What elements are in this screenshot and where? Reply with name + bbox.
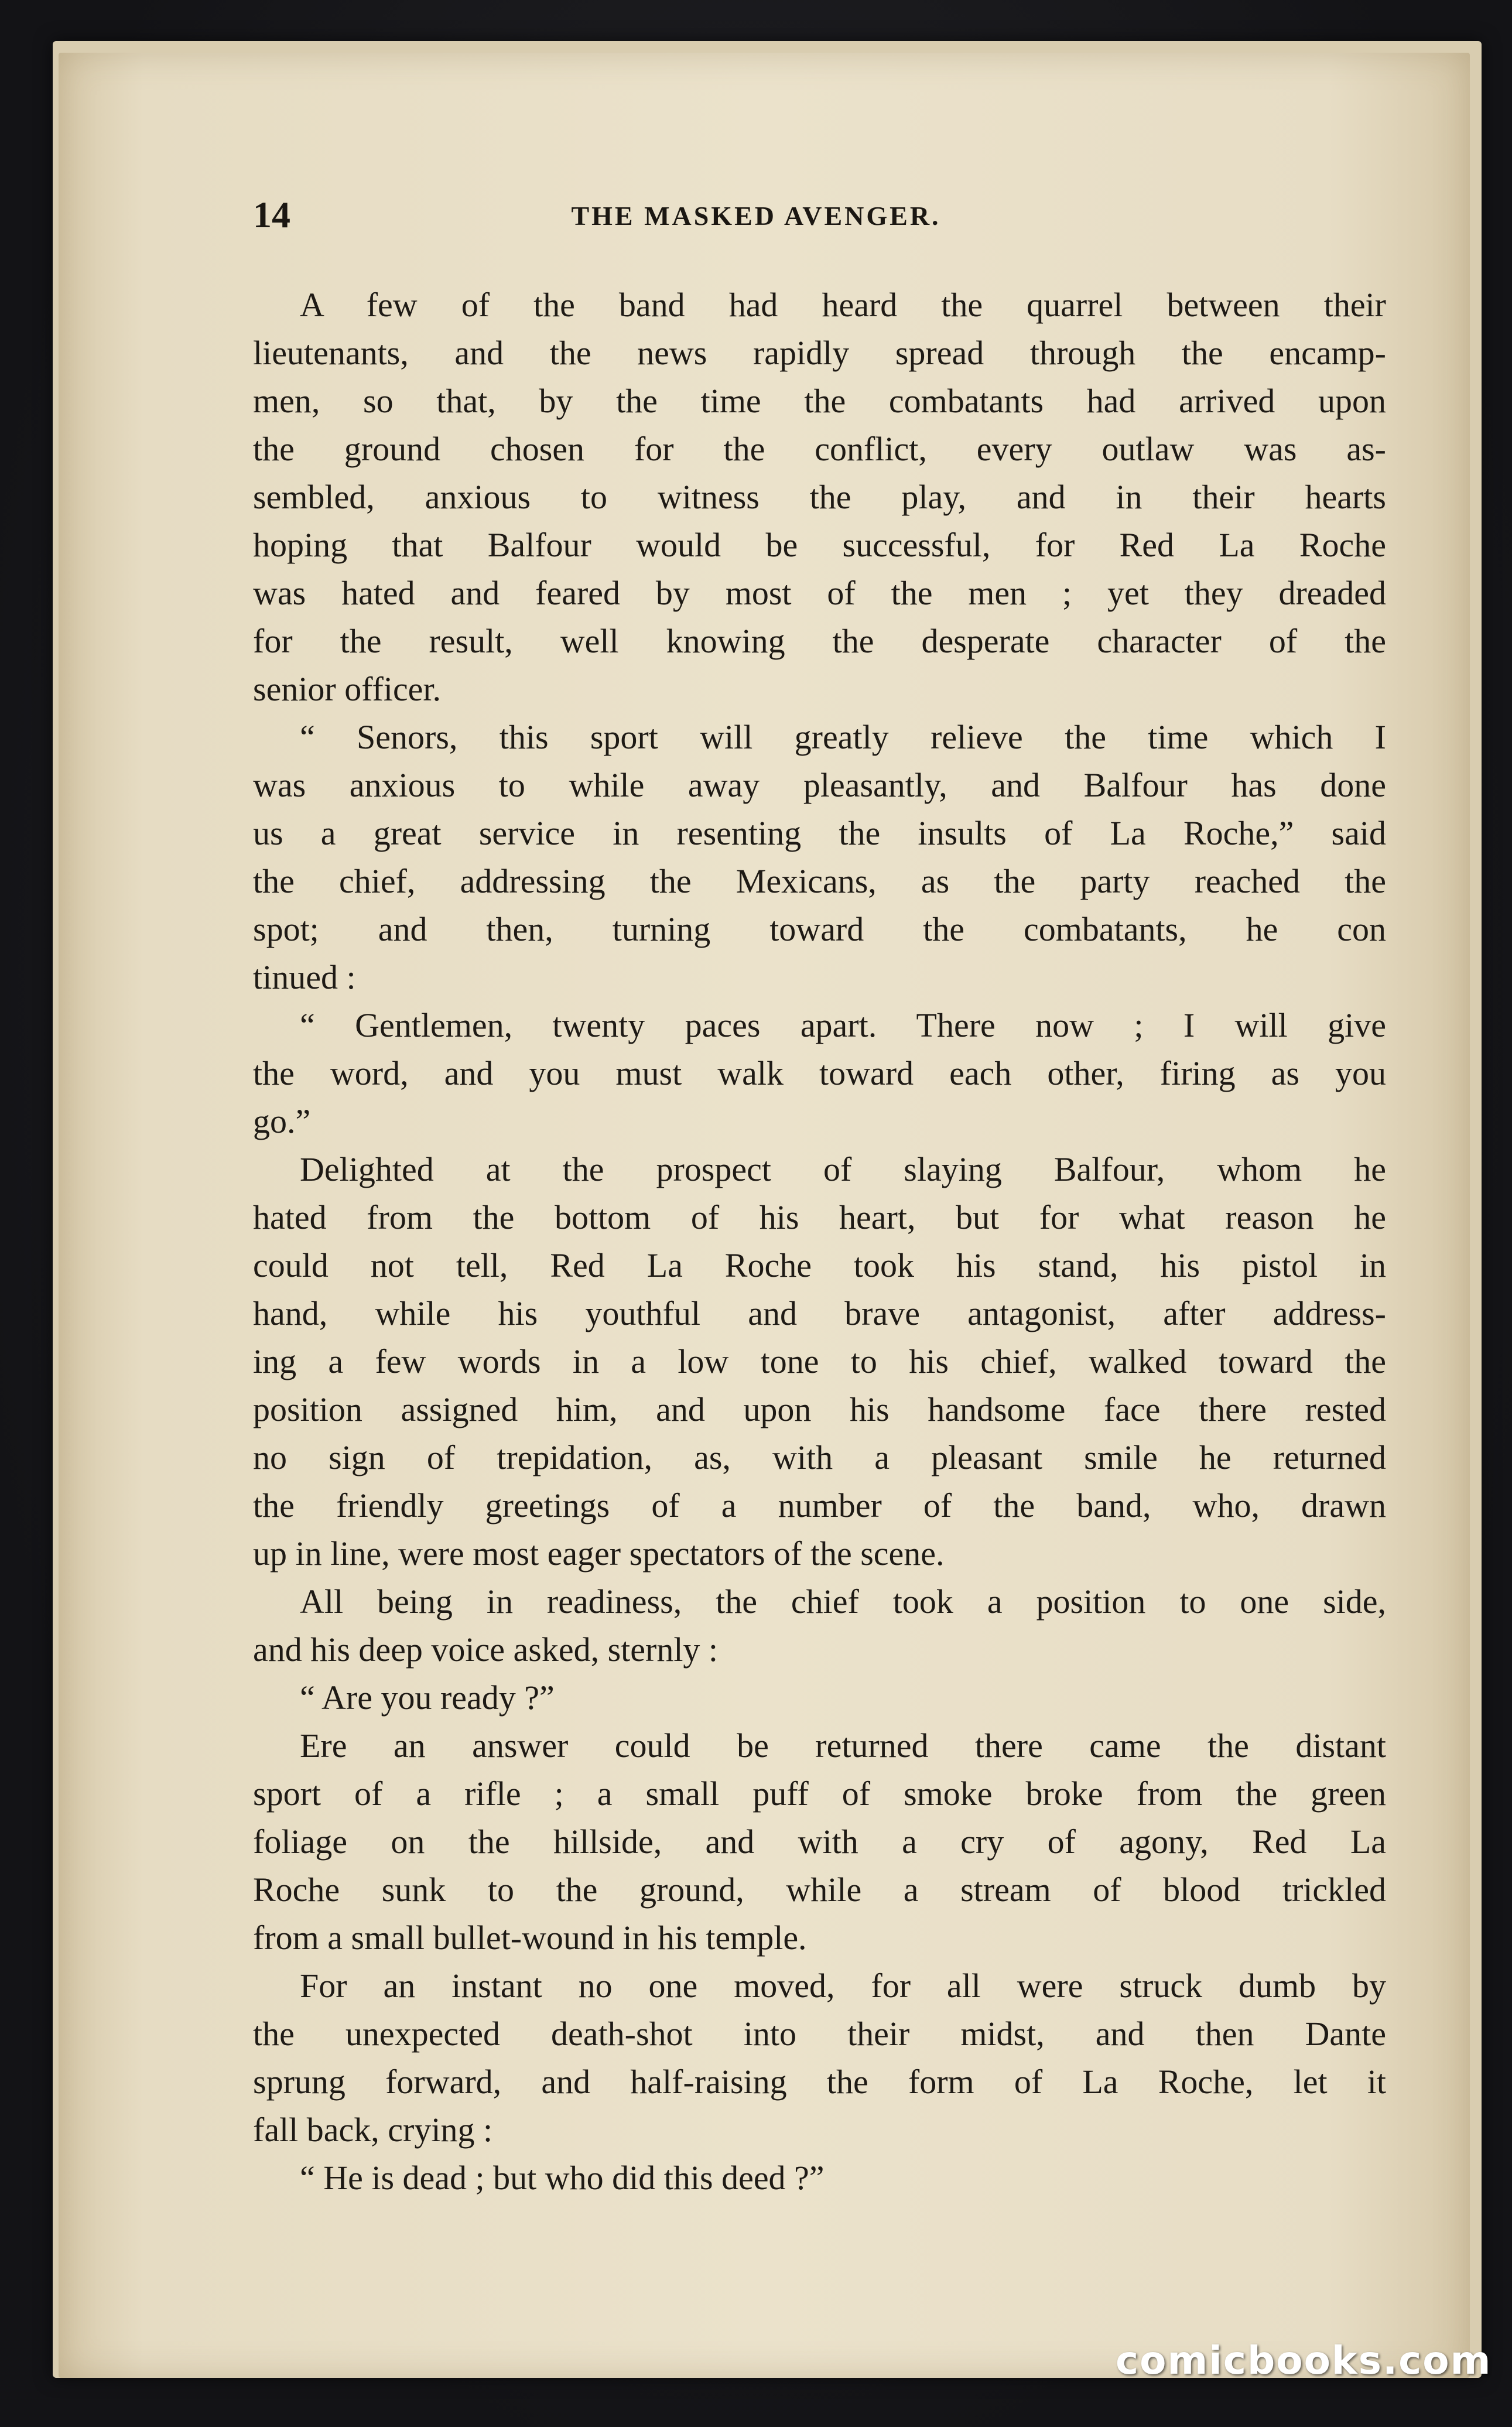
text-line: the ground chosen for the conflict, every outlaw was as- <box>253 430 1386 468</box>
text-line: hand, while his youthful and brave antagonist, after address- <box>253 1294 1386 1332</box>
text-line: the word, and you must walk toward each other, firing as you <box>253 1054 1386 1092</box>
text-line: the unexpected death-shot into their midst, and then Dante <box>253 2015 1386 2053</box>
text-line: foliage on the hillside, and with a cry of agony, Red La <box>253 1823 1386 1861</box>
text-line: A few of the band had heard the quarrel between their <box>300 286 1386 324</box>
text-line: hated from the bottom of his heart, but for what reason he <box>253 1198 1386 1236</box>
running-title: THE MASKED AVENGER. <box>571 201 941 231</box>
text-line: “ He is dead ; but who did this deed ?” <box>300 2159 825 2197</box>
text-line: For an instant no one moved, for all were struck dumb by <box>300 1967 1386 2005</box>
text-line: was anxious to while away pleasantly, and Balfour has done <box>253 766 1386 804</box>
text-line: us a great service in resenting the insults of La Roche,” said <box>253 814 1386 852</box>
text-line: “ Are you ready ?” <box>300 1679 555 1717</box>
body-text <box>253 281 1386 2202</box>
watermark: comicbooks.com <box>1116 2338 1492 2383</box>
text-line: “ Senors, this sport will greatly relieve the time which I <box>300 718 1386 756</box>
text-line: ing a few words in a low tone to his chief, walked toward the <box>253 1342 1386 1380</box>
text-line: lieutenants, and the news rapidly spread through the encamp- <box>253 334 1386 372</box>
text-line: and his deep voice asked, sternly : <box>253 1630 719 1669</box>
text-line: senior officer. <box>253 670 442 708</box>
text-line: sport of a rifle ; a small puff of smoke broke from the green <box>253 1775 1386 1813</box>
text-line: from a small bullet-wound in his temple. <box>253 1919 807 1957</box>
text-line: tinued : <box>253 958 356 996</box>
text-line: sembled, anxious to witness the play, and in their hearts <box>253 478 1386 516</box>
text-line: the chief, addressing the Mexicans, as the party reached the <box>253 862 1386 900</box>
page-number: 14 <box>253 194 290 235</box>
text-line: position assigned him, and upon his handsome face there rested <box>253 1390 1386 1428</box>
text-line: could not tell, Red La Roche took his stand, his pistol in <box>253 1246 1386 1284</box>
text-line: for the result, well knowing the desperate character of the <box>253 622 1386 660</box>
text-line: the friendly greetings of a number of the band, who, drawn <box>253 1486 1386 1524</box>
text-line: hoping that Balfour would be successful, for Red La Roche <box>253 526 1386 564</box>
text-line: fall back, crying : <box>253 2111 493 2149</box>
text-line: Roche sunk to the ground, while a stream of blood trickled <box>253 1871 1386 1909</box>
text-line: All being in readiness, the chief took a position to one side, <box>300 1582 1386 1621</box>
text-line: spot; and then, turning toward the combatants, he con <box>253 910 1386 948</box>
text-line: “ Gentlemen, twenty paces apart. There now ; I will give <box>300 1006 1386 1044</box>
text-line: up in line, were most eager spectators of the scene. <box>253 1534 945 1573</box>
text-line: no sign of trepidation, as, with a pleasant smile he returned <box>253 1438 1386 1476</box>
text-line: was hated and feared by most of the men ; yet they dreaded <box>253 574 1386 612</box>
text-line: Delighted at the prospect of slaying Balfour, whom he <box>300 1150 1386 1188</box>
text-line: Ere an answer could be returned there came the distant <box>300 1727 1386 1765</box>
text-line: men, so that, by the time the combatants had arrived upon <box>253 382 1386 420</box>
text-line: sprung forward, and half-raising the form of La Roche, let it <box>253 2063 1386 2101</box>
text-line: go.” <box>253 1102 311 1140</box>
